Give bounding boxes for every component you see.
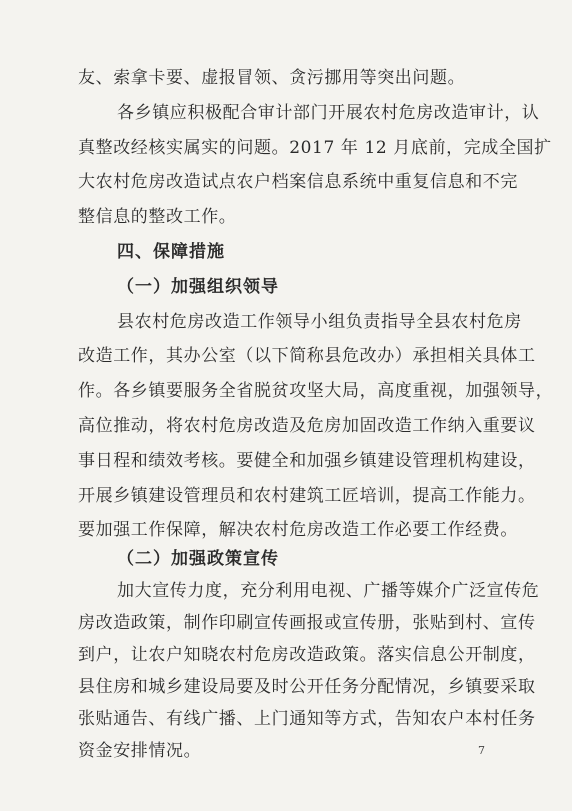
- paragraph-line: 事日程和绩效考核。要健全和加强乡镇建设管理机构建设，: [78, 451, 536, 471]
- section-heading: 四、保障措施: [117, 242, 225, 262]
- paragraph-line: 县住房和城乡建设局要及时公开任务分配情况，乡镇要采取: [78, 677, 536, 697]
- paragraph-line: 要加强工作保障，解决农村危房改造工作必要工作经费。: [78, 520, 518, 540]
- paragraph-line: 张贴通告、有线广播、上门通知等方式，告知农户本村任务: [78, 709, 536, 729]
- paragraph-line: 作。各乡镇要服务全省脱贫攻坚大局，高度重视，加强领导，: [78, 381, 554, 401]
- paragraph-line: 各乡镇应积极配合审计部门开展农村危房改造审计，认: [117, 103, 540, 123]
- paragraph-line: 大农村危房改造试点农户档案信息系统中重复信息和不完: [78, 172, 518, 192]
- paragraph-line: 到户，让农户知晓农村危房改造政策。落实信息公开制度，: [78, 645, 536, 665]
- paragraph-line: 房改造政策，制作印刷宣传画报或宣传册，张贴到村、宣传: [78, 613, 536, 633]
- paragraph-line: 整信息的整改工作。: [78, 207, 237, 227]
- subsection-heading: （二）加强政策宣传: [117, 549, 279, 569]
- paragraph-line: 加大宣传力度，充分利用电视、广播等媒介广泛宣传危: [117, 581, 540, 601]
- paragraph-line: 县农村危房改造工作领导小组负责指导全县农村危房: [117, 312, 522, 332]
- paragraph-line: 高位推动，将农村危房改造及危房加固改造工作纳入重要议: [78, 416, 536, 436]
- paragraph-line: 真整改经核实属实的问题。2017 年 12 月底前，完成全国扩: [78, 138, 552, 158]
- subsection-heading: （一）加强组织领导: [117, 277, 279, 297]
- paragraph-line: 资金安排情况。: [78, 741, 202, 761]
- paragraph-line: 开展乡镇建设管理员和农村建筑工匠培训，提高工作能力。: [78, 486, 536, 506]
- paragraph-line: 改造工作，其办公室（以下简称县危改办）承担相关具体工: [78, 346, 536, 366]
- page-number: 7: [478, 744, 485, 757]
- paragraph-line: 友、索拿卡要、虚报冒领、贪污挪用等突出问题。: [78, 68, 466, 88]
